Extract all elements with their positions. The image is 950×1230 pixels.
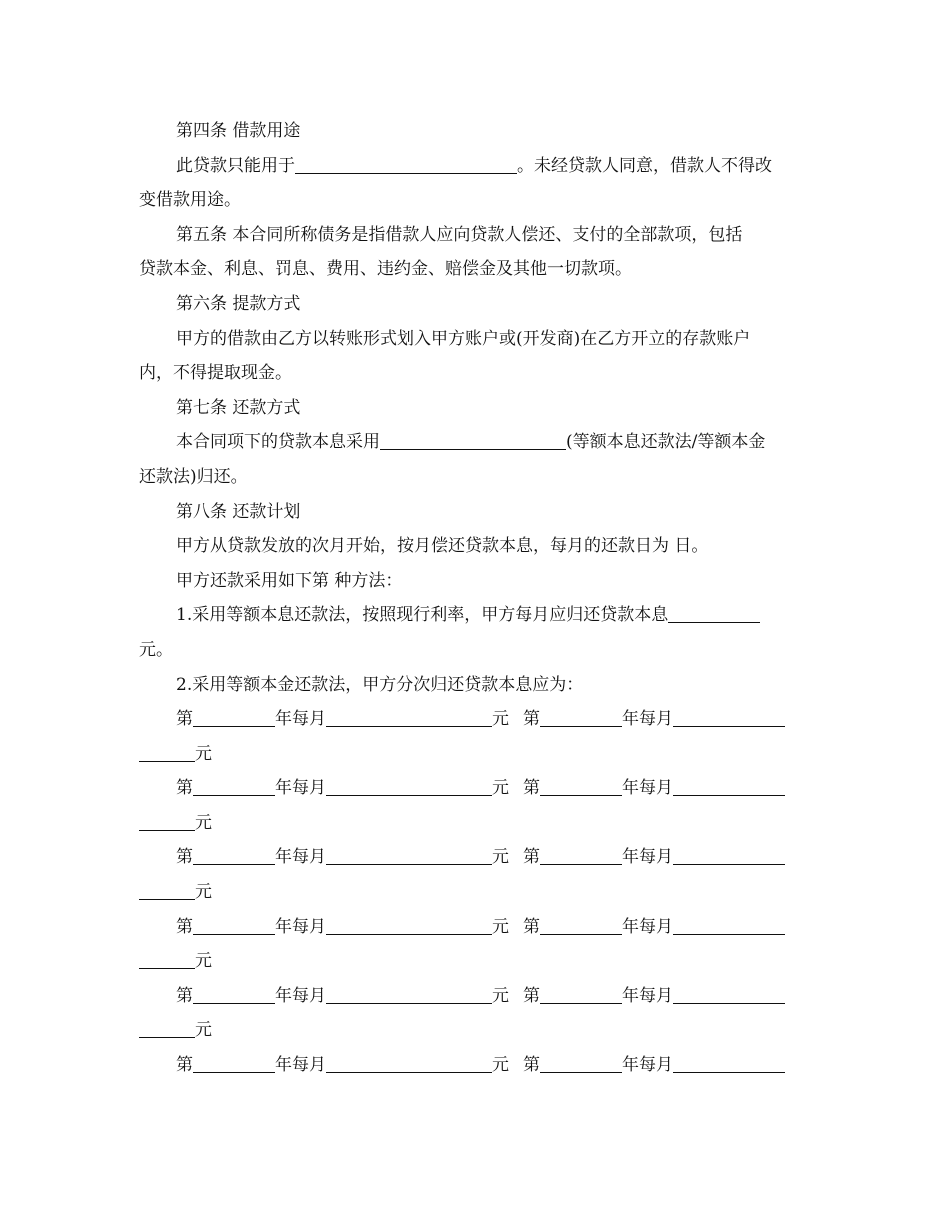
year-monthly-label: 年每月 [622, 847, 673, 868]
amount-blank-continued[interactable] [139, 881, 195, 900]
method-1-line [139, 598, 811, 633]
method-1-text: 1.采用等额本息还款法，按照现行利率，甲方每月应归还贷款本息 [176, 605, 669, 626]
year-number-blank[interactable] [540, 777, 622, 796]
article-4-text-after: 。未经贷款人同意，借款人不得改 [517, 155, 772, 176]
ordinal-label: 第 [523, 985, 540, 1006]
amount-blank-continued[interactable] [139, 1019, 195, 1038]
schedule-row-continuation [139, 875, 811, 910]
schedule-row [139, 910, 811, 945]
year-monthly-label: 年每月 [622, 1055, 673, 1076]
year-number-blank[interactable] [193, 985, 275, 1004]
yuan-label: 元 [492, 709, 509, 730]
yuan-label: 元 [195, 743, 212, 764]
year-monthly-label: 年每月 [275, 1055, 326, 1076]
method-2-line: 2.采用等额本金还款法，甲方分次归还贷款本息应为： [176, 674, 584, 695]
article-5-line-1: 第五条 本合同所称债务是指借款人应向贷款人偿还、支付的全部款项，包括 [176, 224, 743, 245]
article-4-continuation: 变借款用途。 [139, 190, 241, 211]
article-7-text-before: 本合同项下的贷款本息采用 [176, 432, 380, 453]
yuan-label: 元 [195, 1020, 212, 1041]
year-number-blank[interactable] [540, 708, 622, 727]
article-4-heading: 第四条 借款用途 [176, 121, 301, 141]
yuan-label: 元 [492, 847, 509, 868]
yuan-label: 元 [492, 1055, 509, 1076]
amount-blank[interactable] [326, 985, 492, 1004]
ordinal-label: 第 [523, 1055, 540, 1076]
year-number-blank[interactable] [193, 916, 275, 935]
schedule-row-continuation [139, 944, 811, 979]
ordinal-label: 第 [523, 709, 540, 730]
amount-blank[interactable] [326, 708, 492, 727]
monthly-payment-blank[interactable] [668, 604, 760, 623]
ordinal-label: 第 [176, 1055, 193, 1076]
amount-blank[interactable] [673, 1054, 785, 1073]
schedule-row-continuation [139, 737, 811, 772]
repayment-schedule [139, 702, 811, 1083]
year-number-blank[interactable] [540, 985, 622, 1004]
ordinal-label: 第 [176, 847, 193, 868]
year-monthly-label: 年每月 [275, 916, 326, 937]
yuan-label: 元 [492, 778, 509, 799]
year-number-blank[interactable] [540, 846, 622, 865]
year-number-blank[interactable] [540, 916, 622, 935]
amount-blank[interactable] [673, 846, 785, 865]
year-monthly-label: 年每月 [275, 709, 326, 730]
article-8-line-1: 甲方从贷款发放的次月开始，按月偿还贷款本息，每月的还款日为 日。 [176, 536, 709, 557]
schedule-row [139, 771, 811, 806]
ordinal-label: 第 [523, 847, 540, 868]
amount-blank[interactable] [326, 916, 492, 935]
amount-blank[interactable] [326, 1054, 492, 1073]
article-5-line-2: 贷款本金、利息、罚息、费用、违约金、赔偿金及其他一切款项。 [139, 259, 632, 280]
article-6-line-1: 甲方的借款由乙方以转账形式划入甲方账户或(开发商)在乙方开立的存款账户 [176, 328, 751, 349]
loan-purpose-blank[interactable] [295, 155, 517, 174]
year-number-blank[interactable] [193, 777, 275, 796]
ordinal-label: 第 [523, 916, 540, 937]
yuan-label: 元 [195, 812, 212, 833]
amount-blank[interactable] [326, 846, 492, 865]
article-7-continuation: 还款法)归还。 [139, 466, 248, 487]
schedule-row [139, 979, 811, 1014]
year-monthly-label: 年每月 [275, 778, 326, 799]
yuan-label: 元 [492, 985, 509, 1006]
year-number-blank[interactable] [193, 708, 275, 727]
article-4-line [139, 149, 811, 184]
year-monthly-label: 年每月 [622, 985, 673, 1006]
article-6-heading: 第六条 提款方式 [176, 293, 301, 314]
amount-blank[interactable] [673, 708, 785, 727]
article-6-line-2: 内，不得提取现金。 [139, 363, 292, 384]
year-number-blank[interactable] [193, 846, 275, 865]
article-4-text-before: 此贷款只能用于 [176, 155, 295, 176]
year-monthly-label: 年每月 [275, 985, 326, 1006]
amount-blank[interactable] [673, 916, 785, 935]
article-7-heading: 第七条 还款方式 [176, 397, 301, 418]
amount-blank-continued[interactable] [139, 950, 195, 969]
schedule-row-continuation [139, 806, 811, 841]
schedule-row [139, 702, 811, 737]
amount-blank-continued[interactable] [139, 812, 195, 831]
schedule-row-continuation [139, 1013, 811, 1048]
amount-blank[interactable] [673, 777, 785, 796]
method-1-continuation: 元。 [139, 639, 173, 660]
amount-blank-continued[interactable] [139, 743, 195, 762]
ordinal-label: 第 [176, 985, 193, 1006]
yuan-label: 元 [195, 882, 212, 903]
article-8-line-2: 甲方还款采用如下第 种方法： [176, 570, 403, 591]
schedule-row [139, 840, 811, 875]
schedule-row [139, 1048, 811, 1083]
ordinal-label: 第 [176, 916, 193, 937]
year-monthly-label: 年每月 [275, 847, 326, 868]
year-number-blank[interactable] [540, 1054, 622, 1073]
ordinal-label: 第 [176, 778, 193, 799]
article-8-heading: 第八条 还款计划 [176, 501, 301, 522]
article-7-text-after: (等额本息还款法/等额本金 [566, 432, 766, 453]
year-monthly-label: 年每月 [622, 916, 673, 937]
amount-blank[interactable] [326, 777, 492, 796]
year-monthly-label: 年每月 [622, 709, 673, 730]
year-number-blank[interactable] [193, 1054, 275, 1073]
ordinal-label: 第 [176, 709, 193, 730]
article-7-line [139, 425, 811, 460]
yuan-label: 元 [195, 951, 212, 972]
amount-blank[interactable] [673, 985, 785, 1004]
ordinal-label: 第 [523, 778, 540, 799]
repayment-method-blank[interactable] [380, 431, 566, 450]
document-page [139, 114, 811, 1083]
year-monthly-label: 年每月 [622, 778, 673, 799]
yuan-label: 元 [492, 916, 509, 937]
